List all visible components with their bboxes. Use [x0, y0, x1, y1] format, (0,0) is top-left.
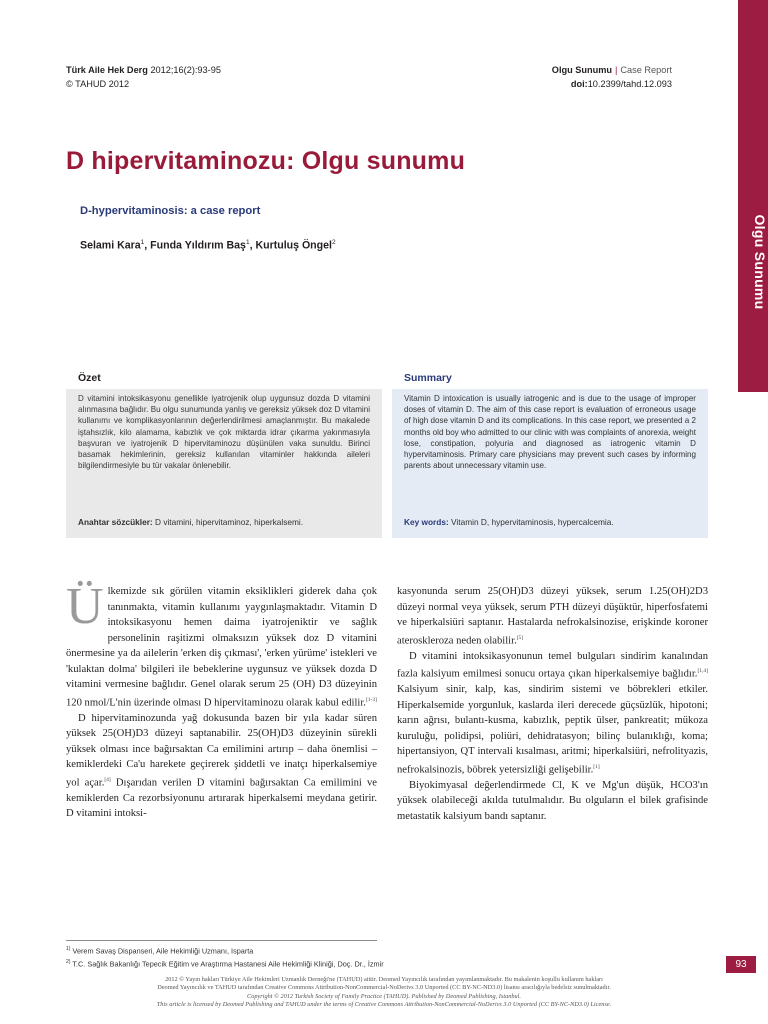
citation-ref: [4] [104, 776, 111, 783]
ozet-text: D vitamini intoksikasyonu genellikle iyatrojenik olup uygunsuz dozda D vitamini alınmasına bağlıdır. Bu olgu sunumunda yanlış ve gereksiz yüksek doz D vitamini kullanımı ve komplikasyonlarının değerlendirilmesi amaçlanmıştır. Bu makalede iştahsızlık, kilo alamama, kabızlık ve çok miktarda idrar çıkarma yakınmasıyla başvuran ve iyatrojenik D hipervitaminozu düşünülen vaka sunuldu. Birinci basamak hekimlerinin, gereksiz kullanılan vitaminler hakkında aileleri bilgilendirmesiyle bu tür vakalar önlenebilir. [78, 394, 370, 471]
copyright-line: Deomed Yayıncılık ve TAHUD tarafından Creative Commons Attribution-NonCommercial-NoDerivs 3.0 Unported (CC BY-NC-ND3.0) lisansı aracılığıyla bedelsiz sunulmaktadır. [157, 984, 611, 992]
journal-citation-line [66, 63, 221, 77]
author-name: Kurtuluş Öngel [255, 239, 332, 252]
body-paragraph: Biyokimyasal değerlendirmede Cl, K ve Mg'un düşük, HCO3'ın yüksek olabileceği akılda tutulmalıdır. Bu olguların el bilek grafisinde metastatik kalsiyum bandı saptanır. [397, 779, 708, 822]
author-affiliation: 2 [331, 239, 336, 246]
author-affiliation: 1 [140, 239, 145, 246]
summary-box [392, 389, 708, 538]
journal-citation: 2012;16(2):93-95 [150, 65, 221, 75]
citation-ref: [1-3] [365, 696, 377, 703]
doi-link[interactable]: 10.2399/tahd.12.093 [587, 79, 672, 89]
body-paragraph: kasyonunda serum 25(OH)D3 düzeyi yüksek, serum 1.25(OH)2D3 düzeyi normal veya yüksek, serum PTH düzeyi düşüktür, hiperfosfatemi ve hiperkalsiüri saptanır. Hastalarda nefrokalsinozise, erişkinde koroner aterosklerozа neden olabilir.[5] [397, 586, 708, 647]
ozet-box [66, 389, 382, 538]
doi-label: doi: [570, 79, 588, 89]
section-en: Case Report [620, 65, 672, 75]
body-column-right [397, 584, 708, 824]
ozet-heading: Özet [78, 372, 101, 384]
body-paragraph: Ülkemizde sık görülen vitamin eksiklikleri giderek daha çok tanınmakta, vitamin kullanımı yaygınlaşmaktadır. Vitamin D intoksikasyonu hemen daima iyatrojeniktir ve sağlık personelinin raşitizmi olmaksızın yüksek doz D vitamini önermesine ya da ailelerin 'erken diş çıkması', 'erken yürüme' istekleri ve 'kulaktan dolma' bilgileri ile bebeklerine uygunsuz ve yüksek dozda D vitamini vermesine bağlıdır. Genel olarak serum 25 (OH) D3 düzeyinin 120 nmol/L'nin üzerinde olması D hipervitaminozu olarak kabul edilir.[1-3] [66, 578, 377, 709]
english-title: D-hypervitaminosis: a case report [80, 205, 261, 217]
article-section [552, 63, 672, 77]
ozet-keywords [78, 517, 374, 527]
body-paragraph: D vitamini intoksikasyonunun temel bulguları sindirim kanalından fazla kalsiyum emilmesi sonucu ortaya çıkan hiperkalsemiye bağlıdır.[1,4] Kalsiyum sinir, kalp, kas, sindirim sistemi ve böbrekleri etkiler. Hiperkalsemide yorgunluk, kaslarda ileri derecede güçsüzlük, hipotoni; karın ağrısı, bulantı-kusma, kabızlık, peptik ülser, pankreatit; mükoza kuruluğu, polidipsi, poliüri, dehidratasyon; bilinç bulanıklığı, koma; hipertansiyon, QT intervali kısalması, aritmi; hiperkalsiüri, nefrolityazis, nefrokalsinozis, böbrek yetersizliği gelişebilir.[1] [397, 650, 708, 776]
side-tab-label: Olgu Sunumu [752, 214, 768, 310]
summary-heading: Summary [404, 372, 452, 384]
author-name: Selami Kara [80, 239, 141, 252]
drop-cap: Ü [66, 578, 104, 635]
copyright-line: This article is licensed by Deomed Publishing and TAHUD under the terms of Creative Commons Attribution-NonCommercial-NoDerivs 3.0 Unported (CC BY-NC-ND3.0) License. [156, 1001, 612, 1009]
footnotes [66, 944, 384, 970]
copyright-notice [66, 976, 702, 1010]
ozet-keywords-value: D vitamini, hipervitaminoz, hiperkalsemi. [155, 517, 304, 527]
article-type-header [552, 63, 672, 91]
section-tr: Olgu Sunumu [551, 65, 613, 75]
summary-keywords-label: Key words: [404, 517, 449, 527]
author-affiliation: 1 [245, 239, 250, 246]
journal-copyright: © TAHUD 2012 [66, 79, 130, 89]
footnote: $^{1)}$ Verem Savaş Dispanseri, Aile Hekimliği Uzmanı, Isparta [66, 946, 254, 956]
doi-line [552, 77, 672, 91]
side-section-tab [738, 0, 768, 392]
summary-text: Vitamin D intoxication is usually iatrogenic and is due to the usage of improper doses of vitamin D. The aim of this case report is evaluation of erroneous usage of high dose vitamin D and its complications. In this case report, we presented a 2 months old boy who admitted to our clinic with was complaints of anorexia, weight lose, constipation, polyuria and diagnosed as iatrogenic vitamin D hypervitaminosis. Primary care physicians may prevent such cases by informing parents about unnecessary vitamin use. [404, 394, 696, 471]
summary-keywords [404, 517, 700, 527]
copyright-line: 2012 © Yayın hakları Türkiye Aile Hekimleri Uzmanlık Derneği'ne (TAHUD) aittir. Deomed Yayıncılık tarafından yayımlanmaktadır. Bu makalenin koşullu kullanım hakları [165, 976, 603, 983]
journal-name: Türk Aile Hek Derg [66, 65, 148, 75]
body-column-left [66, 578, 377, 822]
citation-ref: [1,4] [697, 668, 708, 675]
body-paragraph: D hipervitaminozunda yağ dokusunda bazen bir yıla kadar süren yüksek 25(OH)D3 düzeyi saptanabilir. 25(OH)D3 düzeyinin sürekli yüksek olması ince bağırsaktan Ca emilimini artırıp – daha önemlisi – kemiklerdeki Ca'u harekete geçirerek şiddetli ve inatçı hiperkalsemiye yol açar.[4] Dışarıdan verilen D vitamini bağırsaktan Ca emilimini ve kemiklerden Ca rezorbsiyonunu artırarak hiperkalsemi meydana getirir. D vitamini intoksi- [66, 712, 377, 820]
section-separator: | [615, 65, 618, 75]
citation-ref: [5] [516, 634, 524, 641]
author-name: Funda Yıldırım Baş [150, 239, 246, 252]
page-number: 93 [726, 956, 756, 973]
ozet-keywords-label: Anahtar sözcükler: [78, 517, 153, 527]
footnote: $^{2)}$ T.C. Sağlık Bakanlığı Tepecik Eğitim ve Araştırma Hastanesi Aile Hekimliği Kliniği, Doç. Dr., İzmir [66, 958, 384, 969]
copyright-line: Copyright © 2012 Turkish Society of Family Practice (TAHUD). Published by Deomed Publishing, Istanbul. [247, 992, 521, 1000]
journal-header [66, 63, 221, 91]
summary-keywords-value: Vitamin D, hypervitaminosis, hypercalcemia. [451, 517, 614, 527]
article-title: D hipervitaminozu: Olgu sunumu [66, 147, 466, 175]
footnote-divider [66, 940, 377, 941]
author-list: Selami Kara$^1$, Funda Yıldırım Baş$^1$, Kurtuluş Öngel$^2$ [80, 239, 336, 252]
citation-ref: [1] [593, 763, 600, 770]
